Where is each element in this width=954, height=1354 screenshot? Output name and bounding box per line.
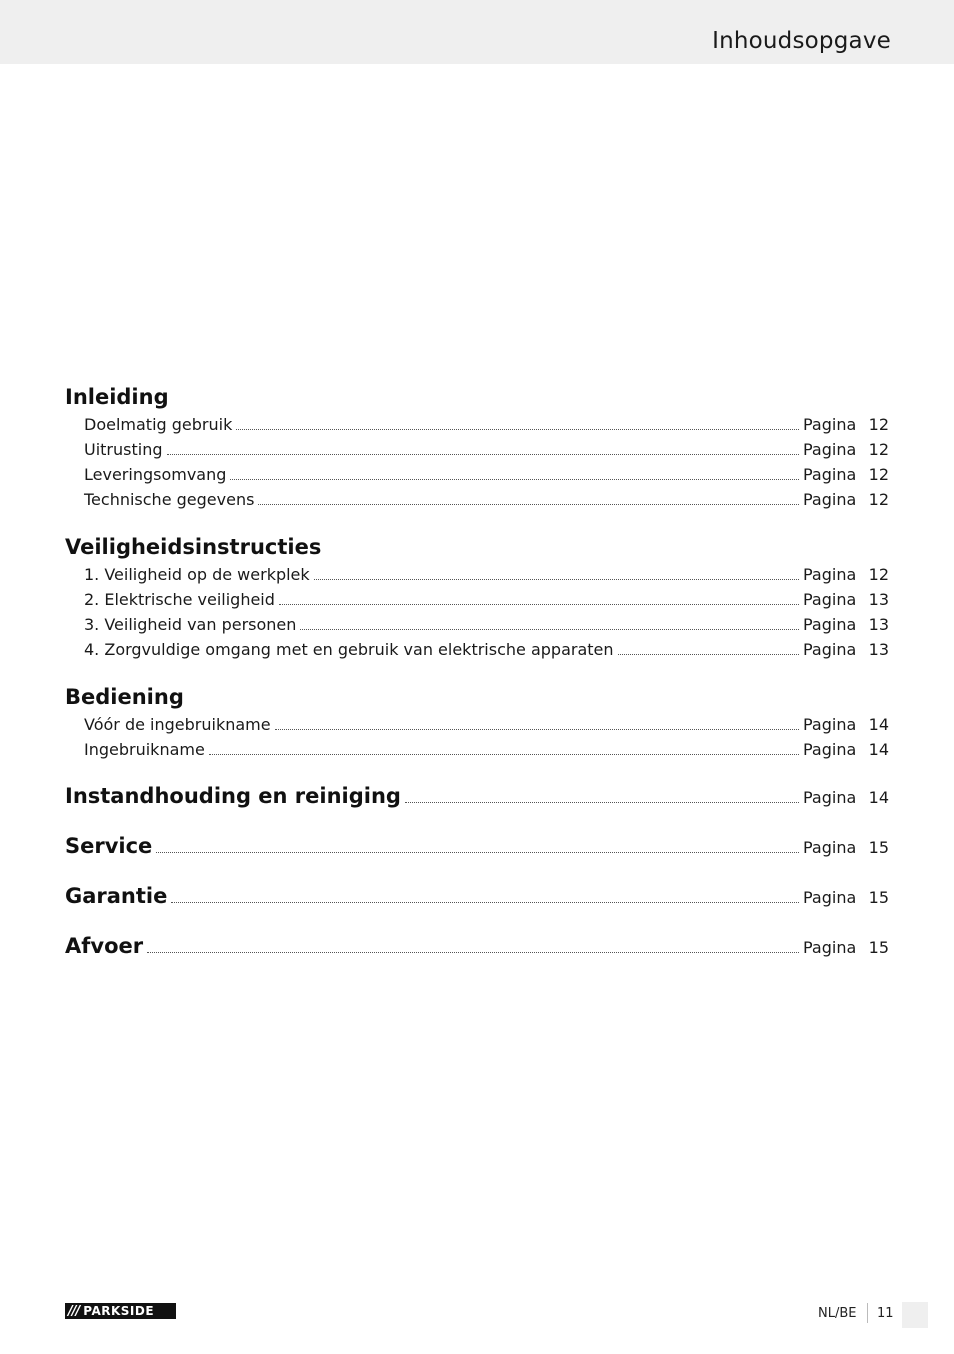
page-word: Pagina	[803, 740, 857, 759]
language-code: NL/BE	[818, 1306, 857, 1321]
page-word: Pagina	[803, 640, 857, 659]
logo-stripes: ///	[68, 1303, 80, 1319]
page-number: 12	[868, 415, 889, 434]
toc-entry[interactable]	[84, 590, 889, 612]
leader-dots	[230, 466, 799, 480]
page-number: 15	[868, 838, 889, 857]
toc-main-entry-instandhouding[interactable]	[65, 784, 889, 812]
page-word: Pagina	[803, 565, 857, 584]
page-word: Pagina	[803, 415, 857, 434]
page-word: Pagina	[803, 938, 857, 957]
toc-entry[interactable]	[84, 565, 889, 587]
toc-entry[interactable]	[84, 465, 889, 487]
page-number: 14	[868, 788, 889, 807]
page-word: Pagina	[803, 490, 857, 509]
section-heading-bediening: Bediening	[65, 685, 184, 709]
parkside-logo	[65, 1303, 176, 1319]
page-number: 12	[868, 465, 889, 484]
page-number: 12	[868, 565, 889, 584]
toc-entry-label: Service	[65, 834, 153, 858]
leader-dots	[300, 616, 799, 630]
toc-entry-label: 4. Zorgvuldige omgang met en gebruik van elektrische apparaten	[84, 640, 614, 659]
page-word: Pagina	[803, 715, 857, 734]
leader-dots	[171, 889, 799, 903]
toc-entry-label: Doelmatig gebruik	[84, 415, 233, 434]
section-heading-veiligheid: Veiligheidsinstructies	[65, 535, 322, 559]
leader-dots	[314, 566, 799, 580]
toc-entry[interactable]	[84, 415, 889, 437]
toc-entry[interactable]	[84, 740, 889, 762]
toc-entry-label: 3. Veiligheid van personen	[84, 615, 297, 634]
toc-entry-label: 1. Veiligheid op de werkplek	[84, 565, 310, 584]
page-number: 15	[868, 938, 889, 957]
page-word: Pagina	[803, 838, 857, 857]
page-word: Pagina	[803, 465, 857, 484]
page-number: 14	[868, 715, 889, 734]
page-number: 14	[868, 740, 889, 759]
page-word: Pagina	[803, 888, 857, 907]
page-number-footer: 11	[877, 1306, 894, 1321]
section-heading-inleiding: Inleiding	[65, 385, 169, 409]
leader-dots	[279, 591, 799, 605]
page-number: 13	[868, 590, 889, 609]
page-word: Pagina	[803, 590, 857, 609]
toc-entry[interactable]	[84, 490, 889, 512]
toc-entry-label: Instandhouding en reiniging	[65, 784, 401, 808]
logo-brand: PARKSIDE	[83, 1304, 155, 1318]
page-word: Pagina	[803, 440, 857, 459]
toc-entry-label: Leveringsomvang	[84, 465, 227, 484]
leader-dots	[147, 939, 799, 953]
leader-dots	[405, 789, 799, 803]
toc-entry-label: 2. Elektrische veiligheid	[84, 590, 275, 609]
leader-dots	[618, 641, 799, 655]
page-word: Pagina	[803, 615, 857, 634]
page-number: 13	[868, 615, 889, 634]
page-title: Inhoudsopgave	[712, 28, 891, 54]
leader-dots	[258, 491, 799, 505]
leader-dots	[167, 441, 800, 455]
toc-entry-label: Vóór de ingebruikname	[84, 715, 271, 734]
leader-dots	[156, 839, 799, 853]
toc-entry[interactable]	[84, 615, 889, 637]
toc-entry[interactable]	[84, 715, 889, 737]
page-number: 13	[868, 640, 889, 659]
toc-entry[interactable]	[84, 640, 889, 662]
leader-dots	[236, 416, 799, 430]
leader-dots	[209, 741, 799, 755]
toc-entry-label: Technische gegevens	[84, 490, 255, 509]
page-number: 15	[868, 888, 889, 907]
footer-tab-marker	[902, 1302, 928, 1328]
toc-main-entry-afvoer[interactable]	[65, 934, 889, 962]
toc-entry-label: Ingebruikname	[84, 740, 205, 759]
toc-entry[interactable]	[84, 440, 889, 462]
toc-entry-label: Garantie	[65, 884, 168, 908]
toc-main-entry-garantie[interactable]	[65, 884, 889, 912]
page-word: Pagina	[803, 788, 857, 807]
toc-entry-label: Uitrusting	[84, 440, 163, 459]
page-number: 12	[868, 440, 889, 459]
toc-main-entry-service[interactable]	[65, 834, 889, 862]
page-number: 12	[868, 490, 889, 509]
footer-divider	[867, 1303, 868, 1323]
leader-dots	[275, 716, 799, 730]
toc-entry-label: Afvoer	[65, 934, 144, 958]
